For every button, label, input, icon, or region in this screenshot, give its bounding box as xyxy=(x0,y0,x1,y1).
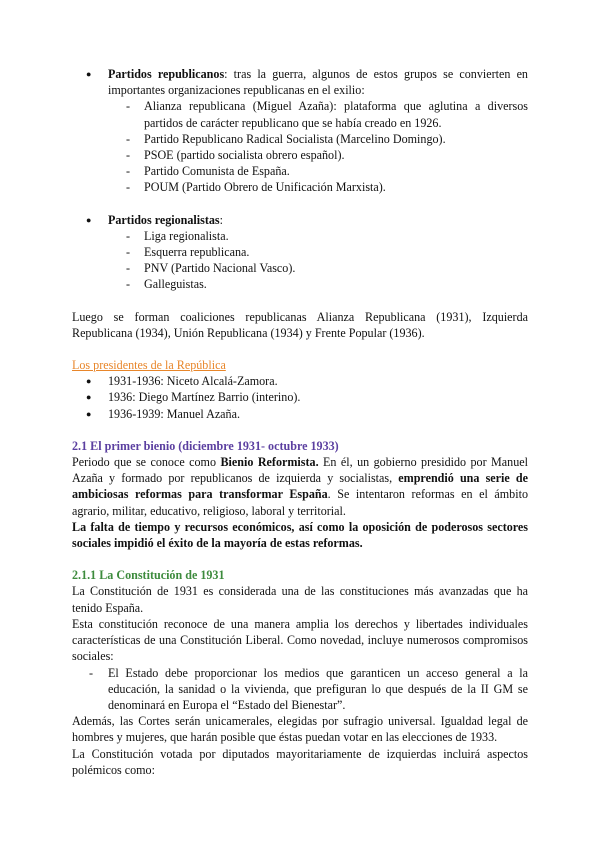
constitucion-p3: Además, las Cortes serán unicamerales, elegidas por sufragio universal. Igualdad legal de hombres y mujeres, que harán posible que éstas puedan votar en las elecciones de 1933. xyxy=(72,714,528,745)
republicanos-subitem: - Alianza republicana (Miguel Azaña): plataforma que aglutina a diversos partidos de carácter republicano que se había creado en 1926. xyxy=(72,98,528,130)
regionalistas-sublist xyxy=(72,228,528,293)
constitucion-p4: La Constitución votada por diputados mayoritariamente de izquierdas incluirá aspectos polémicos como: xyxy=(72,746,528,777)
republicanos-subitem: - Partido Republicano Radical Socialista (Marcelino Domingo). xyxy=(72,131,528,147)
republicanos-intro: : tras la guerra, algunos de estos grupos se convierten en importantes organizaciones republicanas en el exilio: xyxy=(108,67,528,98)
constitucion-list xyxy=(72,665,528,714)
bienio-heading: 2.1 El primer bienio (diciembre 1931- octubre 1933) xyxy=(72,438,339,453)
republicanos-item xyxy=(72,66,528,98)
presidente-item: ● 1936: Diego Martínez Barrio (interino). xyxy=(72,389,528,405)
regionalistas-subitem: - Esquerra republicana. xyxy=(72,244,528,260)
regionalistas-title: Partidos regionalistas xyxy=(108,212,220,227)
presidente-item: ● 1936-1939: Manuel Azaña. xyxy=(72,406,528,422)
presidentes-list xyxy=(72,373,528,422)
regionalistas-colon: : xyxy=(219,212,224,227)
regionalistas-item xyxy=(72,212,528,228)
constitucion-heading: 2.1.1 La Constitución de 1931 xyxy=(72,568,225,583)
regionalistas-subitem: - Galleguistas. xyxy=(72,276,528,292)
bienio-bold: Bienio Reformista. xyxy=(220,455,319,470)
bienio-text: Periodo que se conoce como xyxy=(72,455,221,470)
constitucion-p2: Esta constitución reconoce de una manera amplia los derechos y libertades individuales características de una Constitución Liberal. Como novedad, incluye numerosos compromisos sociales: xyxy=(72,616,528,664)
document-page xyxy=(72,66,528,778)
republicanos-list xyxy=(72,66,528,98)
constitucion-p1: La Constitución de 1931 es considerada una de las constituciones más avanzadas que ha tenido España. xyxy=(72,584,528,615)
bienio-paragraph xyxy=(72,454,528,519)
republicanos-subitem: - PSOE (partido socialista obrero español). xyxy=(72,147,528,163)
presidentes-heading: Los presidentes de la República xyxy=(72,358,226,373)
bienio-conclusion-bold: La falta de tiempo y recursos económicos, así como la oposición de poderosos sectores sociales impidió el éxito de la mayoría de estas reformas. xyxy=(72,519,528,551)
bienio-conclusion xyxy=(72,519,528,551)
regionalistas-subitem: - PNV (Partido Nacional Vasco). xyxy=(72,260,528,276)
presidente-item: ● 1931-1936: Niceto Alcalá-Zamora. xyxy=(72,373,528,389)
bienio-text: En él, un gobierno presidido por Manuel Azaña y formado por republicanos de izquierda y socialistas, xyxy=(72,455,529,486)
republicanos-subitem: - Partido Comunista de España. xyxy=(72,163,528,179)
regionalistas-list xyxy=(72,212,528,228)
constitucion-item: - El Estado debe proporcionar los medios que garanticen un acceso general a la educación, la sanidad o la vivienda, que prefiguran lo que después de la II GM se denominará en Europa el “Estado del Bienestar”. xyxy=(72,665,528,714)
regionalistas-subitem: - Liga regionalista. xyxy=(72,228,528,244)
republicanos-sublist xyxy=(72,98,528,195)
bienio-text: . Se intentaron reformas en el ámbito agrario, militar, educativo, religioso, laboral y territorial. xyxy=(72,487,529,518)
coaliciones-paragraph: Luego se forman coaliciones republicanas Alianza Republicana (1931), Izquierda Republicana (1934), Unión Republicana (1934) y Frente Popular (1936). xyxy=(72,309,528,340)
bienio-bold: emprendió una serie de ambiciosas reformas para transformar España xyxy=(72,471,528,502)
republicanos-title: Partidos republicanos xyxy=(108,67,225,81)
republicanos-subitem: - POUM (Partido Obrero de Unificación Marxista). xyxy=(72,179,528,195)
